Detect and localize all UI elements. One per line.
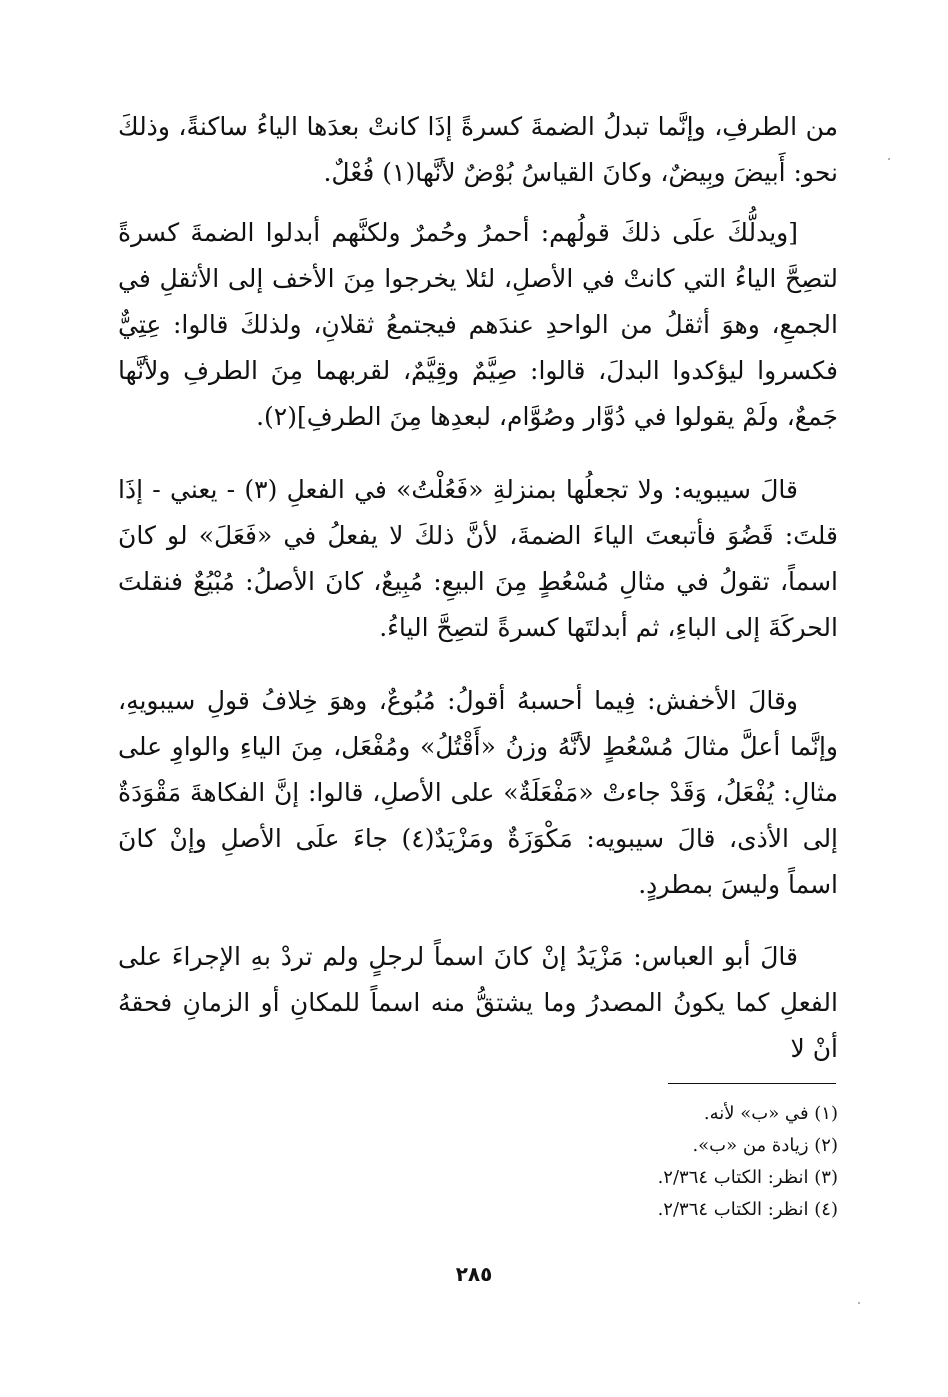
footnote-2: (٢) زيادة من «ب».: [692, 1135, 838, 1156]
scan-speck: [888, 158, 890, 160]
body-paragraph-2: [ويدلُّكَ علَى ذلكَ قولُهم: أحمرُ وحُمرٌ ولكنَّهم أبدلوا الضمةَ كسرةً لتصِحَّ الياءُ التي كانتْ في الأصلِ، لئلا يخرجوا مِنَ الأخف إلى الأثقلِ في الجمعِ، وهوَ أثقلُ من الواحدِ عندَهم فيجتمعُ ثقلانِ، ولذلكَ قالوا: عِتِيٌّ فكسروا ليؤكدوا البدلَ، قالوا: صِيَّمٌ وقِيَّمٌ، لقربهما مِنَ الطرفِ ولأنَّها جَمعٌ، ولَمْ يقولوا في دُوَّار وصُوَّام، لبعدِها مِنَ الطرفِ](٢).: [118, 218, 838, 431]
footnote-divider: [668, 1083, 836, 1084]
body-paragraph-5: قالَ أبو العباس: مَزْيَدُ إنْ كانَ اسماً لرجلٍ ولم تردْ بهِ الإجراءَ على الفعلِ كما يكونُ المصدرُ وما يشتقُّ منه اسماً للمكانِ أو الزمانِ فحقهُ أنْ لا: [118, 942, 838, 1063]
page-number: ٢٨٥: [455, 1262, 493, 1286]
footnote-4: (٤) انظر: الكتاب ٢/٣٦٤.: [657, 1199, 838, 1220]
body-paragraph-1: من الطرفِ، وإنَّما تبدلُ الضمةَ كسرةً إذَا كانتْ بعدَها الياءُ ساكنةً، وذلكَ نحو: أَبيضَ وبِيضٌ، وكانَ القياسُ بُوْضٌ لأنَّها(١) فُعْلٌ.: [118, 112, 838, 187]
footnote-1: (١) في «ب» لأنه.: [703, 1103, 838, 1124]
footnotes-list: [118, 1098, 838, 1226]
body-paragraph-4: وقالَ الأخفش: فِيما أحسبهُ أقولُ: مُبُوعٌ، وهوَ خِلافُ قولِ سيبويهِ، وإنَّما أعلَّ مثالَ مُسْعُطٍ لأنَّهُ وزنُ «أَقْتُلُ» ومُفْعَل، مِنَ الياءِ والواوِ على مثالِ: يُفْعَلُ، وَقَدْ جاءتْ «مَفْعَلَةٌ» على الأصلِ، قالوا: إنَّ الفكاهةَ مَقْوَدَةٌ إلى الأذى، قالَ سيبويه: مَكْوَزَةٌ ومَزْيَدٌ(٤) جاءَ علَى الأصلِ وإنْ كانَ اسماً وليسَ بمطردٍ.: [118, 686, 839, 899]
body-paragraph-3: قالَ سيبويه: ولا تجعلُها بمنزلةِ «فَعُلْتُ» في الفعلِ (٣) - يعني - إذَا قلتَ: قَضُوَ فأتبعتَ الياءَ الضمةَ، لأنَّ ذلكَ لا يفعلُ في «فَعَلَ» لو كانَ اسماً، تقولُ في مثالِ مُسْعُطٍ مِنَ البيعِ: مُبِيعٌ، كانَ الأصلُ: مُبْيُعٌ فنقلتَ الحركَةَ إلى الباءِ، ثم أبدلتَها كسرةً لتصِحَّ الياءُ.: [118, 475, 838, 642]
footnote-3: (٣) انظر: الكتاب ٢/٣٦٤.: [657, 1167, 838, 1188]
scan-speck: [858, 1302, 860, 1304]
